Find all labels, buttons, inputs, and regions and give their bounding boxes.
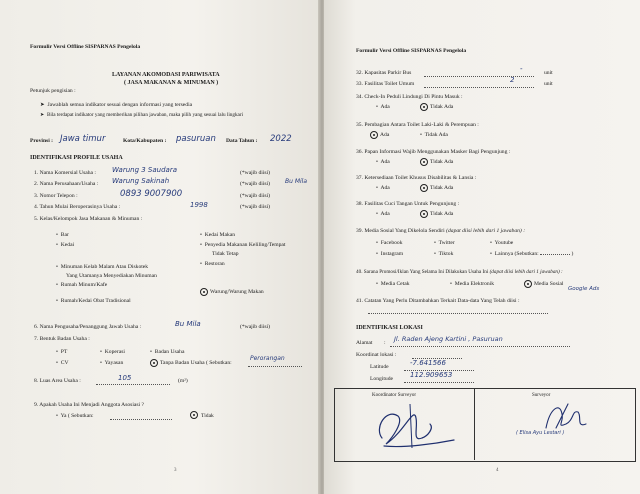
tahun-label: Data Tahun : [226,138,258,144]
form-title: LAYANAN AKOMODASI PARIWISATA [112,72,220,78]
q5-label: 5. Kelas/Kelompok Jasa Makanan & Minuman : [34,216,143,222]
alamat-label: Alamat [356,340,373,346]
koordinator-label: Koordinator Surveyor [372,393,417,398]
right-header: Formulir Versi Offline SISPARNAS Pengelola [356,48,467,54]
q3-value: 0893 9007900 [120,189,183,199]
q6-value: Bu Mila [175,320,201,328]
q4-wajib: (*wajib diisi) [240,204,270,210]
q32-unit: unit [544,70,553,76]
opt-koperasi: • Koperasi [100,349,125,355]
opt-twitter: • Twitter [434,240,455,246]
q33-label: 33. Fasilitas Toilet Umum [356,81,415,87]
opt-kedai-makan: • Kedai Makan [200,232,236,238]
q8-value: 105 [118,374,132,382]
q7-label: 7. Bentuk Badan Usaha : [34,336,90,342]
q38-tidak-ada: Tidak Ada [430,211,454,217]
q41-label: 41. Catatan Yang Perlu Ditambahkan Terkait Data-data Yang Telah diisi : [356,298,520,304]
q34-ada: • Ada [376,104,390,110]
q41-underline [368,313,548,314]
opt-lainnya: • Lainnya (Sebutkan: ) [490,251,574,257]
opt-tidak: Tidak [201,413,214,419]
q8-underline [96,384,170,385]
q8-unit: (m²) [178,378,188,384]
q34-label: 34. Check-In Peduli Lindungi Di Pintu Masuk : [356,94,463,100]
longitude-underline [404,382,474,383]
right-page [324,0,640,494]
left-header: Formulir Versi Offline SISPARNAS Pengelola [30,44,141,50]
opt-minuman-2: Yang Utamanya Menyediakan Minuman [66,273,157,279]
alamat-value: Jl. Raden Ajeng Kartini , Pasuruan [394,335,503,343]
q33-underline [424,87,534,88]
q6-wajib: (*wajib diisi) [240,324,270,330]
opt-rumah-minum: • Rumah Minum/Kafe [56,282,108,288]
q35-tidak-ada: • Tidak Ada [420,132,448,138]
q6-label: 6. Nama Pengusaha/Penanggung Jawab Usaha : [34,324,142,330]
opt-media-cetak: • Media Cetak [376,281,410,287]
q2-value: Warung Sakinah [112,177,170,185]
q4-label: 4. Tahun Mulai Beroperasinya Usaha : [34,204,121,210]
q37-label: 37. Ketersediaan Toilet Khusus Disabilitas & Lansia : [356,175,477,181]
q32-underline [424,76,534,77]
section-lokasi: IDENTIFIKASI LOKASI [356,325,423,331]
surveyor-label: Surveyor [532,393,551,398]
q4-value: 1998 [190,201,208,209]
q1-wajib: (*wajib diisi) [240,170,270,176]
kota-label: Kota/Kabupaten : [123,138,167,144]
opt-tanpa-value: Perorangan [250,355,285,362]
q32-value: - [520,65,523,73]
opt-media-sosial: Media Sosial [534,281,564,287]
opt-youtube: • Youtube [490,240,514,246]
q3-label: 3. Nomor Telepon : [34,193,78,199]
kota-value: pasuruan [176,134,216,144]
longitude-label: Longitude [370,376,393,382]
q2-label: 2. Nama Perusahaan/Usaha : [34,181,99,187]
opt-kedai: • Kedai [56,242,75,248]
opt-instagram: • Instagram [376,251,404,257]
q34-selected-circle [420,103,428,111]
q36-tidak-ada: Tidak Ada [430,159,454,165]
tanpa-underline [248,366,302,367]
opt-ya: • Ya ( Sebutkan: [56,413,94,419]
q1-value: Warung 3 Saudara [112,166,177,174]
petunjuk-2: ➤ Bila terdapat indikator yang memberikan pilihan jawaban, maka pilih yang sesuai lalu lingkari [40,112,244,118]
q36-label: 36. Papan Informasi Wajib Menggunakan Masker Bagi Pengunjung : [356,149,511,155]
form-subtitle: ( JASA MAKANAN & MINUMAN ) [124,80,219,86]
q38-label: 38. Fasilitas Cuci Tangan Untuk Pengunjung : [356,201,460,207]
q3-wajib: (*wajib diisi) [240,193,270,199]
left-page-number: 3 [174,468,177,473]
section-profile: IDENTIFIKASI PROFILE USAHA [30,155,123,161]
q37-tidak-ada: Tidak Ada [430,185,454,191]
petunjuk-1: ➤ Jawablah semua indikator sesuai dengan informasi yang tersedia [40,102,193,108]
provinsi-label: Provinsi : [30,138,54,144]
q38-selected-circle [420,210,428,218]
opt-penyedia-2: Tidak Tetap [212,251,239,257]
petunjuk-label: Petunjuk pengisian : [30,88,76,94]
opt-warung: Warung/Warung Makan [210,289,264,295]
q34-tidak-ada: Tidak Ada [430,104,454,110]
provinsi-value: Jawa timur [60,134,106,144]
q37-ada: • Ada [376,185,390,191]
q38-ada: • Ada [376,211,390,217]
selected-warung-circle [200,288,208,296]
q35-selected-circle [370,131,378,139]
q2-extra: Bu Mila [285,178,308,185]
opt-bar: • Bar [56,232,69,238]
q36-selected-circle [420,158,428,166]
opt-badan-usaha: • Badan Usaha [150,349,185,355]
opt-facebook: • Facebook [376,240,403,246]
tahun-value: 2022 [270,134,292,144]
q9-label: 9. Apakah Usaha Ini Menjadi Anggota Asosiasi ? [34,402,144,408]
latitude-label: Latitude [370,364,389,370]
opt-minuman: • Minuman Kelab Malam Atau Diskotek [56,264,149,270]
alamat-colon: : [384,340,386,346]
q33-value: 2 [510,76,515,84]
koordinator-signature [364,398,464,456]
longitude-value: 112.909653 [410,371,453,379]
signature-divider [474,388,475,460]
selected-tidak-circle [190,411,198,419]
q36-ada: • Ada [376,159,390,165]
opt-tanpa: Tanpa Badan Usaha ( Sebutkan: [160,360,232,366]
q2-wajib: (*wajib diisi) [240,181,270,187]
q32-label: 32. Kapasitas Parkir Bus [356,70,412,76]
q1-label: 1. Nama Komersial Usaha : [34,170,96,176]
opt-media-elektronik: • Media Elektronik [450,281,495,287]
q8-label: 8. Luas Area Usaha : [34,378,81,384]
opt-cv: • CV [56,360,69,366]
opt-tiktok: • Tiktok [434,251,454,257]
q37-selected-circle [420,184,428,192]
opt-rumah-kedai: • Rumah/Kedai Obat Tradisional [56,298,131,304]
koordinat-label: Koordinat lokasi : [356,352,397,358]
q35-label: 35. Pembagian Antara Toilet Laki-Laki & Perempuan : [356,122,479,128]
surveyor-name: ( Elisa Ayu Lestari ) [516,430,565,436]
q33-unit: unit [544,81,553,87]
right-page-number: 4 [496,468,499,473]
q40-extra: Google Ads [568,286,600,292]
q40-label: 40. Sarana Promosi/Iklan Yang Selama Ini Dilakukan Usaha Ini (dapat diisi lebih dari 1 jawaban) : [356,269,563,275]
opt-penyedia: • Penyedia Makanan Keliling/Tempat [200,242,286,248]
opt-yayasan: • Yayasan [100,360,124,366]
selected-tanpa-circle [150,359,158,367]
ya-underline [110,419,172,420]
q40-selected-circle [524,280,532,288]
latitude-value: -7.641566 [410,359,446,367]
q35-ada: Ada [380,132,390,138]
opt-restoran: • Restoran [200,261,225,267]
q39-label: 39. Media Sosial Yang Dikelola Sendiri (dapat diisi lebih dari 1 jawaban) : [356,228,526,234]
alamat-underline [390,346,570,347]
opt-pt: • PT [56,349,68,355]
